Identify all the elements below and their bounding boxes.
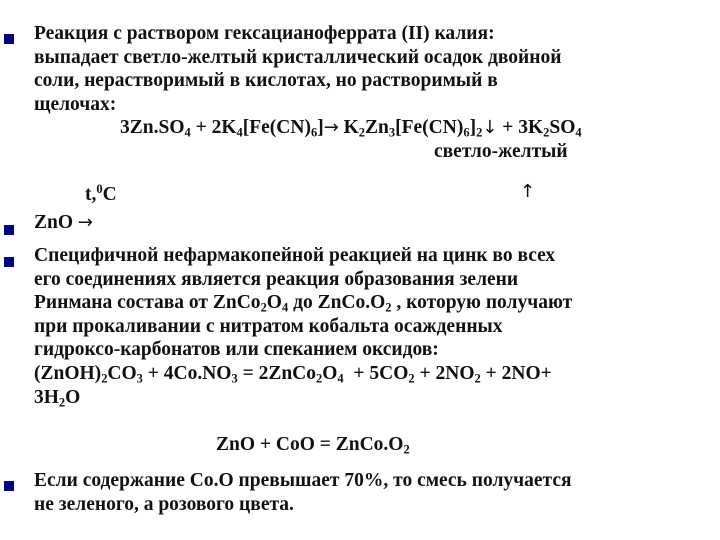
item1-line-2: выпадает светло-желтый кристаллический осадок двойной xyxy=(34,46,562,68)
item4-line-2: не зеленого, а розового цвета. xyxy=(34,493,294,515)
bullet-icon xyxy=(4,34,14,44)
right-arrow-icon: → xyxy=(77,212,93,233)
item-potassium-ferrocyanide-reaction xyxy=(34,22,714,164)
right-arrow-icon: → xyxy=(323,117,339,139)
item-zinc-oxide xyxy=(34,211,714,235)
item1-line-1: Реакция с раствором гексацианоферрата (II) калия: xyxy=(34,23,495,44)
down-arrow-icon: ↓ xyxy=(482,117,498,139)
item1-line-3: соли, нерастворимый в кислотах, но растворимый в xyxy=(34,70,498,92)
item-rinman-green-reaction xyxy=(34,244,714,456)
precipitate-color-label: светло-желтый xyxy=(434,140,568,162)
bullet-icon xyxy=(4,225,14,235)
item3-line-3: Ринмана состава от $ZnCo_2O_4$ до $ZnCo.O_2$ , которую получают xyxy=(34,292,573,315)
item3-line-5: гидроксо-карбонатов или спеканием оксидов: xyxy=(34,339,439,361)
item4-line-1: Если содержание Co.O превышает 70%, то смесь получается xyxy=(34,470,572,491)
ferrocyanide-equation: $3Zn.SO_4 + 2K_4[Fe(CN)_6]\to$ $K_2Zn_3[Fe(CN)_6]_2↓ + 3K_2SO_4$ xyxy=(120,117,582,140)
item3-line-2: его соединениях является реакция образования зелени xyxy=(34,268,519,290)
hydroxocarbonate-equation-cont: $3H_2O$ xyxy=(34,386,81,410)
up-arrow-icon: ↑ xyxy=(520,181,536,202)
oxide-sintering-equation: ZnO + CoO = $ZnCo.O_2$ xyxy=(216,433,410,457)
item1-line-4: щелочах: xyxy=(34,93,117,115)
hydroxocarbonate-equation: $(ZnOH)_2CO_3 + 4Co.NO_3$ = $2ZnCo_2O_4 + 5CO_2 + 2NO_2 + 2NO+$ xyxy=(34,362,552,386)
item3-line-4: при прокаливании с нитратом кобальта осажденных xyxy=(34,315,503,337)
temperature-condition: t,$^0$C xyxy=(85,182,117,205)
bullet-icon xyxy=(4,257,14,267)
bullet-icon xyxy=(4,481,14,491)
item-pink-color-note xyxy=(34,469,714,516)
item3-line-1: Специфичной нефармакопейной реакцией на цинк во всех xyxy=(34,245,556,266)
spacer xyxy=(34,409,714,433)
zno-heating-line: ZnO → xyxy=(34,212,93,233)
